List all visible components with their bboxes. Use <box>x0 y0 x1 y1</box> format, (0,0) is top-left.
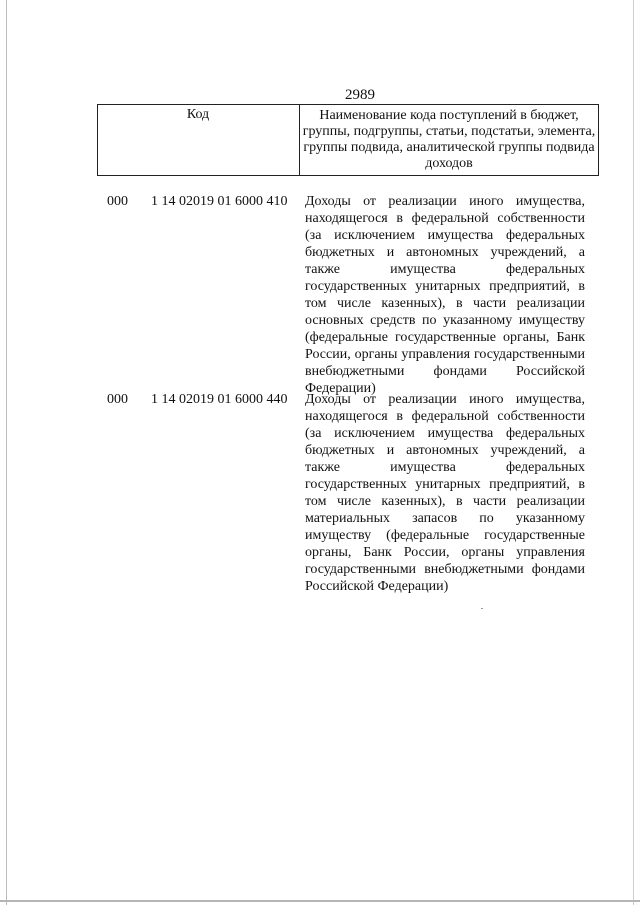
page-number: 2989 <box>345 87 375 103</box>
page-edge-left <box>6 0 7 905</box>
header-code-label: Код <box>186 107 210 122</box>
header-name-label: Наименование кода поступлений в бюджет, группы, подгруппы, статьи, подстатьи, элемента, группы подвида, аналитической группы подвида доходов <box>302 108 596 171</box>
page-edge-bottom <box>0 900 640 902</box>
scan-speck <box>481 608 483 609</box>
header-right-rule <box>598 105 599 175</box>
row-description: Доходы от реализации иного имущества, находящегося в федеральной собственности (за исключением имущества федеральных бюджетных и автономных учреждений, а также имущества федеральных государственных унитарных предприятий, в том числе казенных), в части реализации материальных запасов по указанному имуществу (федеральные государственные органы, Банк России, органы управления государственными внебюджетными фондами Российской Федерации) <box>305 392 585 594</box>
row-admin-code: 000 <box>107 194 128 209</box>
row-income-code: 1 14 02019 01 6000 440 <box>151 392 288 407</box>
header-column-divider <box>299 105 300 175</box>
row-admin-code: 000 <box>107 392 128 407</box>
table-header <box>97 104 599 176</box>
row-income-code: 1 14 02019 01 6000 410 <box>151 194 288 209</box>
page-edge-right <box>633 0 634 905</box>
row-description: Доходы от реализации иного имущества, находящегося в федеральной собственности (за исключением имущества федеральных бюджетных и автономных учреждений, а также имущества федеральных государственных унитарных предприятий, в том числе казенных), в части реализации основных средств по указанному имуществу (федеральные государственные органы, Банк России, органы управления государственными внебюджетными фондами Российской Федерации) <box>305 194 585 396</box>
